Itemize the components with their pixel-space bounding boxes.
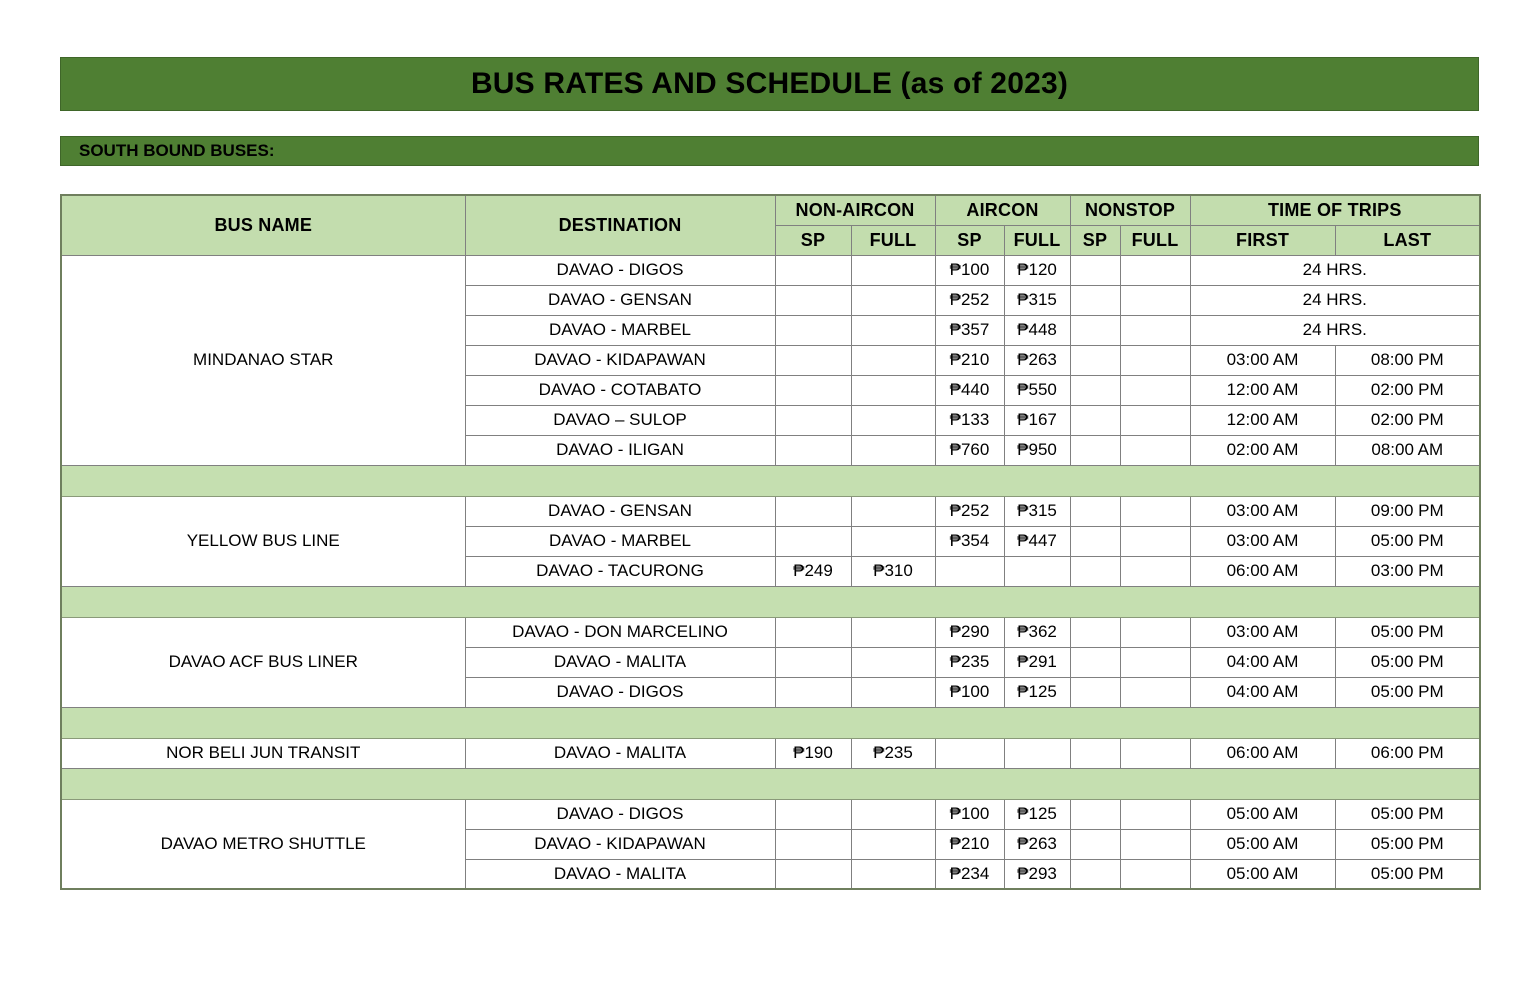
- last-trip-cell: 05:00 PM: [1335, 617, 1480, 647]
- last-trip-cell: 08:00 AM: [1335, 435, 1480, 465]
- destination-cell: DAVAO - TACURONG: [465, 556, 775, 586]
- destination-cell: DAVAO - DIGOS: [465, 255, 775, 285]
- aircon-full-cell: ₱263: [1004, 345, 1070, 375]
- non-aircon-sp-cell: [775, 799, 851, 829]
- first-trip-cell: 12:00 AM: [1190, 375, 1335, 405]
- nonstop-full-cell: [1120, 799, 1190, 829]
- table-row: [61, 738, 1480, 768]
- group-spacer-cell: [61, 768, 1480, 799]
- aircon-sp-cell: ₱235: [935, 647, 1004, 677]
- destination-cell: DAVAO - MALITA: [465, 647, 775, 677]
- aircon-full-cell: ₱291: [1004, 647, 1070, 677]
- first-trip-cell: 02:00 AM: [1190, 435, 1335, 465]
- aircon-full-cell: ₱263: [1004, 829, 1070, 859]
- non-aircon-sp-cell: [775, 285, 851, 315]
- first-trip-cell: 12:00 AM: [1190, 405, 1335, 435]
- nonstop-full-cell: [1120, 435, 1190, 465]
- nonstop-sp-cell: [1070, 435, 1120, 465]
- table-body: [61, 255, 1480, 889]
- aircon-full-cell: ₱447: [1004, 526, 1070, 556]
- nonstop-full-cell: [1120, 285, 1190, 315]
- first-trip-cell: 05:00 AM: [1190, 859, 1335, 889]
- non-aircon-full-cell: [851, 647, 935, 677]
- column-header-bus-name: BUS NAME: [61, 195, 465, 255]
- group-spacer-cell: [61, 707, 1480, 738]
- aircon-full-cell: [1004, 556, 1070, 586]
- destination-cell: DAVAO - GENSAN: [465, 285, 775, 315]
- column-header-non-aircon: NON-AIRCON: [775, 195, 935, 225]
- non-aircon-full-cell: [851, 617, 935, 647]
- aircon-full-cell: ₱550: [1004, 375, 1070, 405]
- non-aircon-sp-cell: [775, 526, 851, 556]
- aircon-sp-cell: [935, 738, 1004, 768]
- aircon-sp-cell: ₱354: [935, 526, 1004, 556]
- last-trip-cell: 05:00 PM: [1335, 829, 1480, 859]
- non-aircon-full-cell: [851, 435, 935, 465]
- aircon-sp-cell: ₱210: [935, 345, 1004, 375]
- table-row: [61, 799, 1480, 829]
- non-aircon-full-cell: [851, 829, 935, 859]
- nonstop-full-cell: [1120, 405, 1190, 435]
- table-row: [61, 255, 1480, 285]
- aircon-full-cell: ₱120: [1004, 255, 1070, 285]
- non-aircon-full-cell: [851, 799, 935, 829]
- non-aircon-sp-cell: [775, 677, 851, 707]
- column-header-last: LAST: [1335, 225, 1480, 255]
- column-header-aircon: AIRCON: [935, 195, 1070, 225]
- destination-cell: DAVAO - MARBEL: [465, 315, 775, 345]
- aircon-sp-cell: ₱100: [935, 677, 1004, 707]
- nonstop-full-cell: [1120, 496, 1190, 526]
- column-header-destination: DESTINATION: [465, 195, 775, 255]
- non-aircon-full-cell: ₱310: [851, 556, 935, 586]
- nonstop-full-cell: [1120, 647, 1190, 677]
- nonstop-full-cell: [1120, 617, 1190, 647]
- last-trip-cell: 09:00 PM: [1335, 496, 1480, 526]
- bus-rates-table: [60, 194, 1481, 890]
- aircon-full-cell: ₱950: [1004, 435, 1070, 465]
- aircon-sp-cell: ₱100: [935, 799, 1004, 829]
- bus-name-cell: DAVAO ACF BUS LINER: [61, 617, 465, 707]
- aircon-sp-cell: ₱252: [935, 496, 1004, 526]
- aircon-full-cell: [1004, 738, 1070, 768]
- aircon-sp-cell: ₱357: [935, 315, 1004, 345]
- nonstop-sp-cell: [1070, 556, 1120, 586]
- destination-cell: DAVAO – SULOP: [465, 405, 775, 435]
- aircon-full-cell: ₱315: [1004, 285, 1070, 315]
- destination-cell: DAVAO - KIDAPAWAN: [465, 829, 775, 859]
- nonstop-sp-cell: [1070, 738, 1120, 768]
- column-header-nonstop-full: FULL: [1120, 225, 1190, 255]
- group-spacer-row: [61, 768, 1480, 799]
- nonstop-full-cell: [1120, 738, 1190, 768]
- bus-name-cell: MINDANAO STAR: [61, 255, 465, 465]
- nonstop-sp-cell: [1070, 345, 1120, 375]
- non-aircon-sp-cell: [775, 496, 851, 526]
- nonstop-full-cell: [1120, 526, 1190, 556]
- first-trip-cell: 05:00 AM: [1190, 829, 1335, 859]
- destination-cell: DAVAO - DIGOS: [465, 677, 775, 707]
- nonstop-sp-cell: [1070, 496, 1120, 526]
- non-aircon-full-cell: [851, 496, 935, 526]
- nonstop-sp-cell: [1070, 647, 1120, 677]
- last-trip-cell: 05:00 PM: [1335, 677, 1480, 707]
- non-aircon-sp-cell: [775, 255, 851, 285]
- column-header-nonstop-sp: SP: [1070, 225, 1120, 255]
- aircon-sp-cell: ₱210: [935, 829, 1004, 859]
- aircon-full-cell: ₱362: [1004, 617, 1070, 647]
- destination-cell: DAVAO - COTABATO: [465, 375, 775, 405]
- group-spacer-row: [61, 707, 1480, 738]
- non-aircon-full-cell: [851, 255, 935, 285]
- column-header-nonstop: NONSTOP: [1070, 195, 1190, 225]
- nonstop-full-cell: [1120, 345, 1190, 375]
- nonstop-sp-cell: [1070, 405, 1120, 435]
- nonstop-sp-cell: [1070, 617, 1120, 647]
- first-trip-cell: 04:00 AM: [1190, 647, 1335, 677]
- last-trip-cell: 05:00 PM: [1335, 526, 1480, 556]
- non-aircon-sp-cell: [775, 345, 851, 375]
- time-of-trips-allday-cell: 24 HRS.: [1190, 315, 1480, 345]
- bus-name-cell: NOR BELI JUN TRANSIT: [61, 738, 465, 768]
- destination-cell: DAVAO - MALITA: [465, 738, 775, 768]
- nonstop-sp-cell: [1070, 255, 1120, 285]
- first-trip-cell: 06:00 AM: [1190, 738, 1335, 768]
- time-of-trips-allday-cell: 24 HRS.: [1190, 285, 1480, 315]
- column-header-time-of-trips: TIME OF TRIPS: [1190, 195, 1480, 225]
- destination-cell: DAVAO - ILIGAN: [465, 435, 775, 465]
- nonstop-full-cell: [1120, 315, 1190, 345]
- group-spacer-cell: [61, 586, 1480, 617]
- column-header-non-aircon-full: FULL: [851, 225, 935, 255]
- aircon-full-cell: ₱125: [1004, 677, 1070, 707]
- nonstop-sp-cell: [1070, 375, 1120, 405]
- non-aircon-full-cell: [851, 285, 935, 315]
- non-aircon-sp-cell: [775, 829, 851, 859]
- destination-cell: DAVAO - MARBEL: [465, 526, 775, 556]
- destination-cell: DAVAO - KIDAPAWAN: [465, 345, 775, 375]
- group-spacer-row: [61, 586, 1480, 617]
- aircon-full-cell: ₱448: [1004, 315, 1070, 345]
- nonstop-full-cell: [1120, 677, 1190, 707]
- aircon-sp-cell: ₱440: [935, 375, 1004, 405]
- last-trip-cell: 05:00 PM: [1335, 859, 1480, 889]
- nonstop-full-cell: [1120, 859, 1190, 889]
- table-row: [61, 496, 1480, 526]
- time-of-trips-allday-cell: 24 HRS.: [1190, 255, 1480, 285]
- nonstop-full-cell: [1120, 375, 1190, 405]
- non-aircon-full-cell: [851, 345, 935, 375]
- destination-cell: DAVAO - GENSAN: [465, 496, 775, 526]
- last-trip-cell: 08:00 PM: [1335, 345, 1480, 375]
- nonstop-full-cell: [1120, 829, 1190, 859]
- first-trip-cell: 03:00 AM: [1190, 496, 1335, 526]
- aircon-sp-cell: ₱100: [935, 255, 1004, 285]
- aircon-sp-cell: ₱234: [935, 859, 1004, 889]
- bus-name-cell: DAVAO METRO SHUTTLE: [61, 799, 465, 889]
- non-aircon-full-cell: [851, 859, 935, 889]
- aircon-sp-cell: [935, 556, 1004, 586]
- aircon-full-cell: ₱315: [1004, 496, 1070, 526]
- first-trip-cell: 03:00 AM: [1190, 526, 1335, 556]
- nonstop-sp-cell: [1070, 526, 1120, 556]
- table-header: [61, 195, 1480, 255]
- aircon-full-cell: ₱293: [1004, 859, 1070, 889]
- last-trip-cell: 02:00 PM: [1335, 375, 1480, 405]
- section-banner-south-bound: [60, 136, 1479, 166]
- last-trip-cell: 03:00 PM: [1335, 556, 1480, 586]
- aircon-sp-cell: ₱290: [935, 617, 1004, 647]
- non-aircon-sp-cell: [775, 859, 851, 889]
- aircon-full-cell: ₱125: [1004, 799, 1070, 829]
- header-row-top: [61, 195, 1480, 225]
- non-aircon-sp-cell: [775, 647, 851, 677]
- destination-cell: DAVAO - MALITA: [465, 859, 775, 889]
- nonstop-sp-cell: [1070, 285, 1120, 315]
- first-trip-cell: 06:00 AM: [1190, 556, 1335, 586]
- nonstop-full-cell: [1120, 255, 1190, 285]
- schedule-table-container: [60, 194, 1479, 890]
- non-aircon-sp-cell: ₱190: [775, 738, 851, 768]
- aircon-sp-cell: ₱760: [935, 435, 1004, 465]
- non-aircon-full-cell: [851, 405, 935, 435]
- non-aircon-full-cell: ₱235: [851, 738, 935, 768]
- non-aircon-full-cell: [851, 677, 935, 707]
- nonstop-sp-cell: [1070, 315, 1120, 345]
- nonstop-sp-cell: [1070, 799, 1120, 829]
- non-aircon-full-cell: [851, 315, 935, 345]
- document-title-banner: [60, 57, 1479, 111]
- destination-cell: DAVAO - DON MARCELINO: [465, 617, 775, 647]
- page-title: BUS RATES AND SCHEDULE (as of 2023): [470, 67, 1069, 100]
- group-spacer-cell: [61, 465, 1480, 496]
- non-aircon-sp-cell: [775, 617, 851, 647]
- first-trip-cell: 04:00 AM: [1190, 677, 1335, 707]
- non-aircon-sp-cell: [775, 435, 851, 465]
- section-label: SOUTH BOUND BUSES:: [79, 141, 275, 160]
- last-trip-cell: 05:00 PM: [1335, 647, 1480, 677]
- bus-name-cell: YELLOW BUS LINE: [61, 496, 465, 586]
- non-aircon-full-cell: [851, 526, 935, 556]
- column-header-aircon-sp: SP: [935, 225, 1004, 255]
- column-header-non-aircon-sp: SP: [775, 225, 851, 255]
- last-trip-cell: 02:00 PM: [1335, 405, 1480, 435]
- non-aircon-sp-cell: ₱249: [775, 556, 851, 586]
- aircon-sp-cell: ₱252: [935, 285, 1004, 315]
- nonstop-sp-cell: [1070, 677, 1120, 707]
- table-row: [61, 617, 1480, 647]
- first-trip-cell: 03:00 AM: [1190, 617, 1335, 647]
- nonstop-full-cell: [1120, 556, 1190, 586]
- group-spacer-row: [61, 465, 1480, 496]
- nonstop-sp-cell: [1070, 859, 1120, 889]
- destination-cell: DAVAO - DIGOS: [465, 799, 775, 829]
- aircon-full-cell: ₱167: [1004, 405, 1070, 435]
- column-header-first: FIRST: [1190, 225, 1335, 255]
- first-trip-cell: 05:00 AM: [1190, 799, 1335, 829]
- last-trip-cell: 05:00 PM: [1335, 799, 1480, 829]
- aircon-sp-cell: ₱133: [935, 405, 1004, 435]
- non-aircon-sp-cell: [775, 315, 851, 345]
- non-aircon-sp-cell: [775, 375, 851, 405]
- column-header-aircon-full: FULL: [1004, 225, 1070, 255]
- non-aircon-sp-cell: [775, 405, 851, 435]
- non-aircon-full-cell: [851, 375, 935, 405]
- nonstop-sp-cell: [1070, 829, 1120, 859]
- last-trip-cell: 06:00 PM: [1335, 738, 1480, 768]
- first-trip-cell: 03:00 AM: [1190, 345, 1335, 375]
